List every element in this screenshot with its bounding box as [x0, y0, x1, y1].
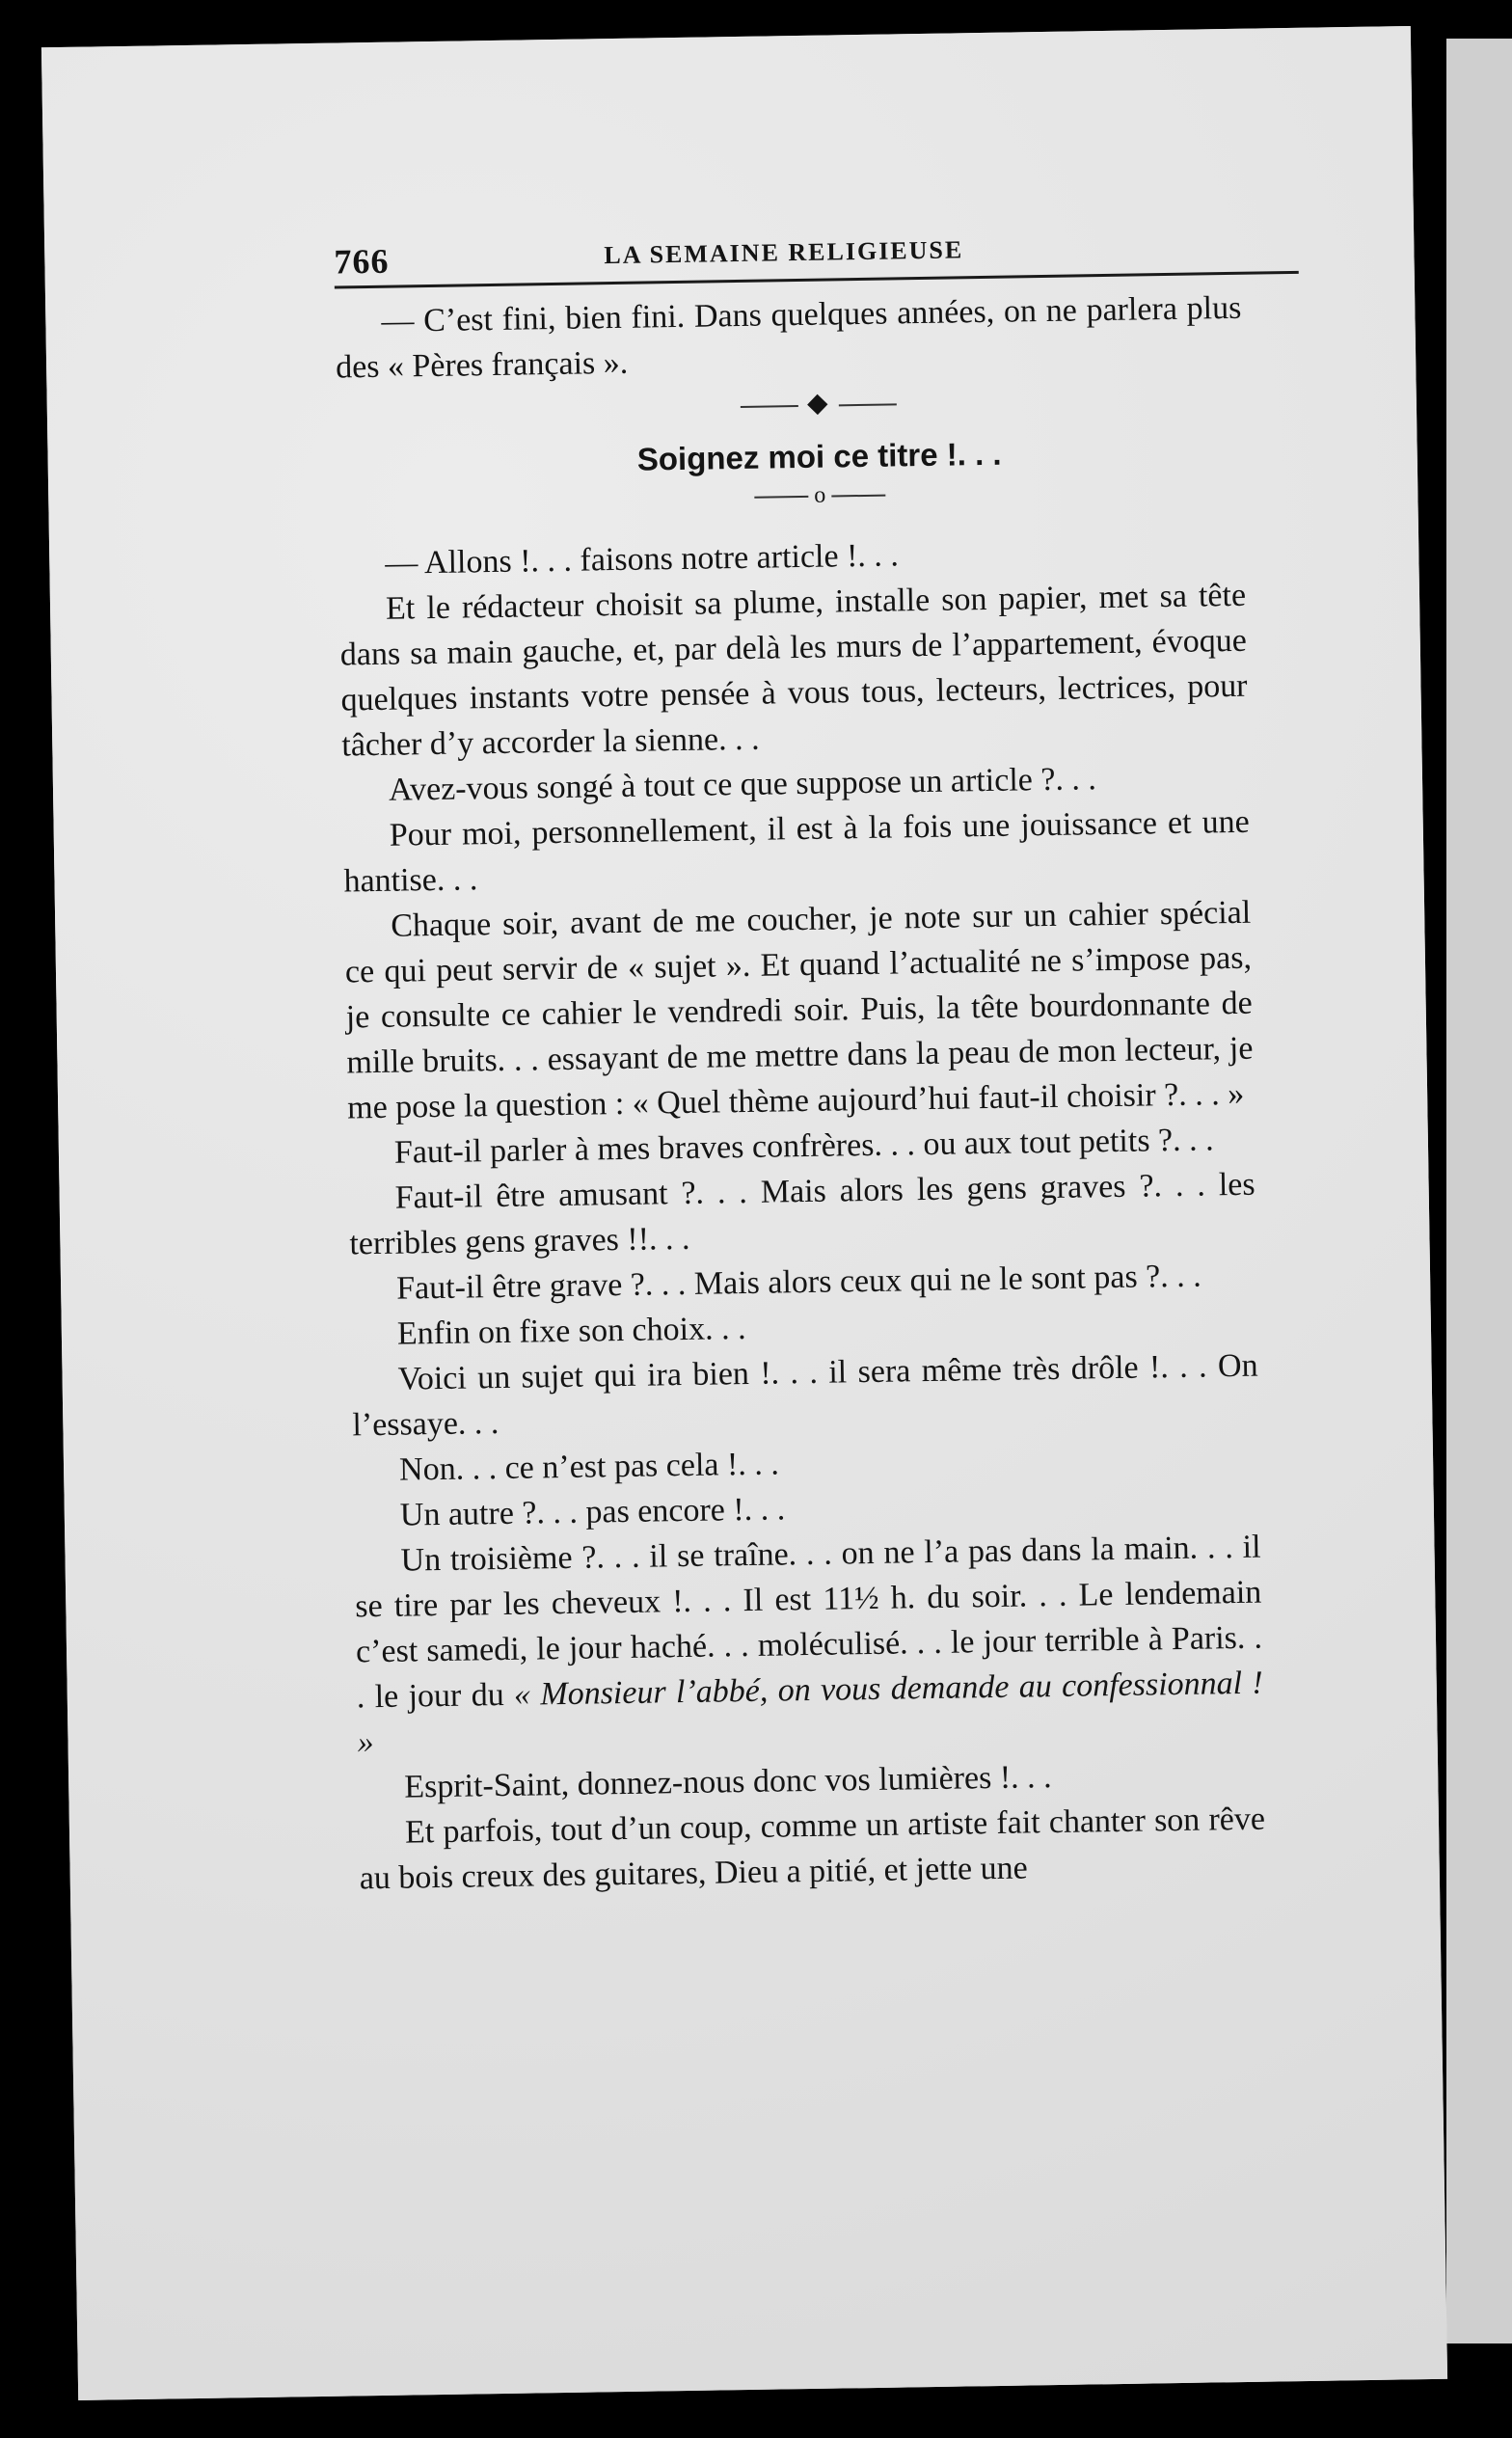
section-divider [338, 475, 1302, 517]
divider-line-right [831, 495, 885, 498]
paragraph-3: Avez-vous songé à tout ce que suppose un article ?. . . [388, 761, 1097, 808]
paragraph-4: Pour moi, personnellement, il est à la fois une jouissance et une hantise. . . [343, 803, 1250, 900]
page-number: 766 [334, 241, 390, 282]
paragraph-12: Un autre ?. . . pas encore !. . . [399, 1491, 786, 1533]
book-page [41, 26, 1447, 2400]
running-head [276, 221, 1299, 291]
section-title: Soignez moi ce titre !. . . [636, 435, 1002, 477]
paragraph-11: Non. . . ce n’est pas cela !. . . [398, 1446, 780, 1488]
paragraph-1: — Allons !. . . faisons notre article !. . . [385, 537, 900, 582]
paragraph-10: Voici un sujet qui ira bien !. . . il sera même très drôle !. . . On l’essaye. . . [352, 1347, 1258, 1444]
paragraph-8: Faut-il être grave ?. . . Mais alors ceux qui ne le sont pas ?. . . [395, 1258, 1202, 1307]
paragraph-2: Et le rédacteur choisit sa plume, installe son papier, met sa tête dans sa main gauche, et, par delà les murs de l’appartement, évoque quelques instants votre pensée à vous tous, lecteurs, lectrices, pour tâcher d’y accorder la sienne. . . [339, 577, 1248, 764]
facing-page-edge [1446, 39, 1512, 2343]
paragraph-13 [296, 1525, 1264, 1767]
paragraph-14: Esprit-Saint, donnez-nous donc vos lumières !. . . [404, 1759, 1052, 1805]
confessional-quote: « Monsieur l’abbé, on vous demande au confessionnal ! » [357, 1665, 1264, 1761]
divider-line-left [754, 496, 808, 499]
page-content [276, 221, 1324, 1902]
paragraph-6: Faut-il parler à mes braves confrères. . . ou aux tout petits ?. . . [393, 1122, 1214, 1171]
paragraph-13-text: Un troisième ?. . . il se traîne. . . on ne l’a pas dans la main. . . il se tire par les cheveux !. . . Il est 11½ h. du soir. . . Le lendemain c’est samedi, le jour haché. . . moléculisé. . . le jour terrible à Paris. . . le jour du [355, 1529, 1263, 1716]
ornament-glyph: ◆ [806, 388, 830, 419]
paragraph-7: Faut-il être amusant ?. . . Mais alors les gens graves ?. . . les terribles gens graves !!. . . [349, 1166, 1256, 1262]
divider-mark: o [814, 482, 826, 508]
opening-paragraph: — C’est fini, bien fini. Dans quelques années, on ne parlera plus des « Pères français ». [335, 289, 1242, 386]
paragraph-5: Chaque soir, avant de me coucher, je note sur un cahier spécial ce qui peut servir de « sujet ». Et quand l’actualité ne s’impose pas, je consulte ce cahier le vendredi soir. Puis, la tête bourdonnante de mille bruits. . . essayant de me mettre dans la peau de mon lecteur, je me pose la question : « Quel thème aujourd’hui faut-il choisir ?. . . » [344, 894, 1254, 1126]
paragraph-15: Et parfois, tout d’un coup, comme un artiste fait chanter son rêve au bois creux des guitares, Dieu a pitié, et jette une [359, 1801, 1266, 1897]
paragraph-9: Enfin on fixe son choix. . . [396, 1310, 746, 1352]
ornament-line-left [741, 405, 798, 408]
ornament-line-right [839, 403, 897, 406]
journal-title: LA SEMAINE RELIGIEUSE [604, 235, 964, 270]
